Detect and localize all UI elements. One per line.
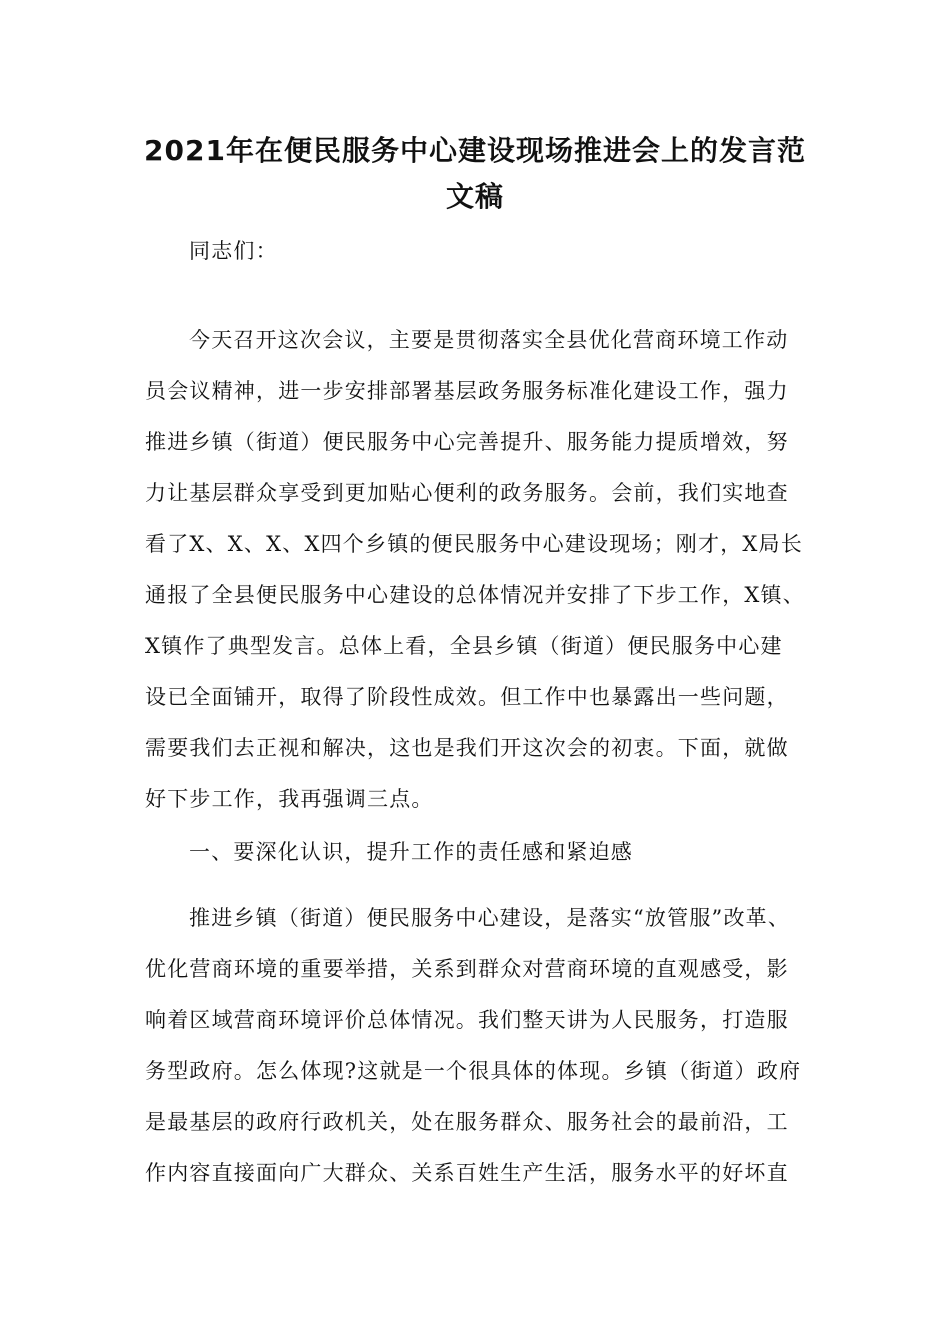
- paragraph-line: 看了X、X、X、X四个乡镇的便民服务中心建设现场；刚才，X局长: [145, 532, 803, 556]
- paragraph-line: 力让基层群众享受到更加贴心便利的政务服务。会前，我们实地查: [145, 481, 789, 505]
- paragraph-line: 响着区域营商环境评价总体情况。我们整天讲为人民服务，打造服: [145, 1008, 789, 1032]
- section-heading-1: [145, 827, 810, 878]
- paragraph-line: 需要我们去正视和解决，这也是我们开这次会的初衷。下面，就做: [145, 736, 789, 760]
- paragraph-line: X镇作了典型发言。总体上看，全县乡镇（街道）便民服务中心建: [145, 634, 783, 658]
- paragraph-line: 员会议精神，进一步安排部署基层政务服务标准化建设工作，强力: [145, 379, 789, 403]
- paragraph-line: 优化营商环境的重要举措，关系到群众对营商环境的直观感受，影: [145, 957, 789, 981]
- paragraph-line: 今天召开这次会议，主要是贯彻落实全县优化营商环境工作动: [189, 328, 789, 352]
- document-title: [140, 128, 810, 220]
- paragraph-2: [145, 893, 810, 1199]
- salutation-text: 同志们：: [189, 239, 278, 263]
- section-heading-text: 一、要深化认识，提升工作的责任感和紧迫感: [189, 840, 633, 864]
- title-line-1: 2021年在便民服务中心建设现场推进会上的发言范: [144, 134, 806, 167]
- paragraph-line: 是最基层的政府行政机关，处在服务群众、服务社会的最前沿，工: [145, 1110, 789, 1134]
- title-line-2: 文稿: [445, 180, 504, 213]
- salutation: [145, 226, 810, 277]
- paragraph-line: 作内容直接面向广大群众、关系百姓生产生活，服务水平的好坏直: [145, 1161, 789, 1185]
- paragraph-line: 务型政府。怎么体现?这就是一个很具体的体现。乡镇（街道）政府: [145, 1059, 802, 1083]
- paragraph-line: 推进乡镇（街道）便民服务中心完善提升、服务能力提质增效，努: [145, 430, 789, 454]
- paragraph-line: 好下步工作，我再强调三点。: [145, 787, 434, 811]
- paragraph-line: 设已全面铺开，取得了阶段性成效。但工作中也暴露出一些问题，: [145, 685, 789, 709]
- paragraph-line: 通报了全县便民服务中心建设的总体情况并安排了下步工作，X镇、: [145, 583, 805, 607]
- paragraph-1: [145, 315, 810, 825]
- paragraph-line: 推进乡镇（街道）便民服务中心建设，是落实“放管服”改革、: [189, 906, 791, 930]
